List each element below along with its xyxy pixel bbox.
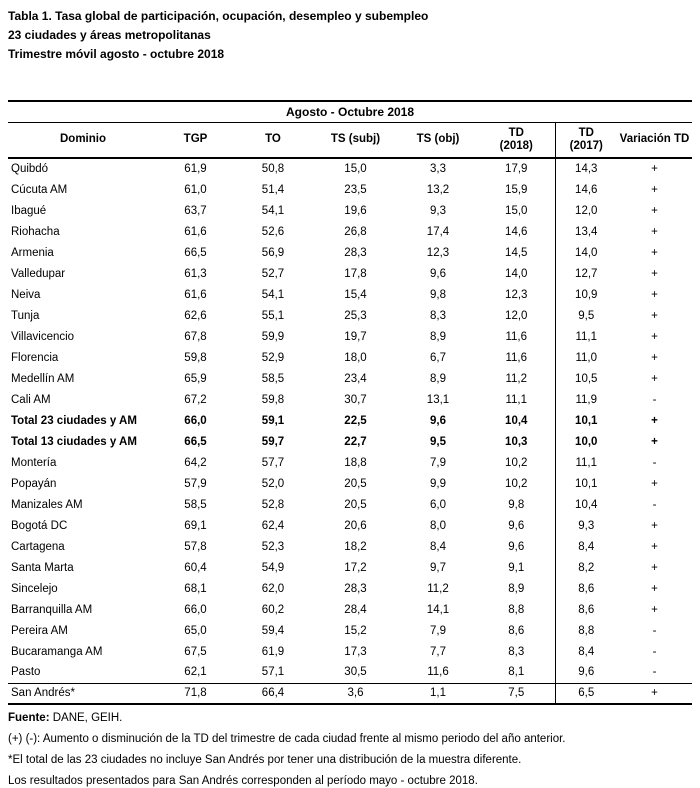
table-row (8, 389, 692, 410)
value-cell: - (652, 624, 657, 637)
value-cell: 14,6 (505, 225, 528, 238)
value-cell: 8,0 (430, 519, 446, 532)
domain-cell: Valledupar (11, 267, 66, 280)
value-cell: 62,0 (261, 582, 285, 595)
col-header-ts-subj: TS (subj) (313, 122, 398, 158)
value-cell: 61,9 (184, 163, 207, 175)
table-row (8, 368, 692, 389)
value-cell: 11,1 (505, 393, 528, 406)
value-cell: 59,9 (261, 330, 285, 343)
value-cell: 64,2 (184, 456, 207, 469)
value-cell: + (651, 519, 658, 532)
value-cell: 9,6 (430, 267, 446, 280)
value-cell: 59,8 (261, 393, 285, 406)
value-cell: 61,0 (184, 183, 207, 196)
value-cell: 12,0 (555, 200, 617, 221)
value-cell: - (652, 393, 657, 406)
value-cell: + (651, 309, 658, 322)
value-cell: 12,7 (555, 263, 617, 284)
domain-cell: Ibagué (11, 204, 47, 217)
value-cell: 20,6 (344, 519, 367, 532)
value-cell: 52,0 (261, 477, 285, 490)
value-cell: 8,1 (508, 666, 525, 679)
value-cell: + (651, 603, 658, 616)
value-cell: 65,0 (184, 624, 207, 637)
value-cell: 22,5 (344, 414, 367, 427)
value-cell: 28,3 (344, 582, 367, 595)
table-row (8, 410, 692, 431)
value-cell: 52,9 (261, 351, 285, 364)
table-row (8, 326, 692, 347)
value-cell: 20,5 (344, 498, 367, 511)
footnote-san-andres-exclusion: *El total de las 23 ciudades no incluye San Andrés por tener una distribución de la muestra diferente. (8, 754, 522, 766)
value-cell: 3,6 (313, 683, 398, 704)
table-row (8, 179, 692, 200)
value-cell: 3,3 (430, 163, 446, 175)
value-cell: 28,4 (344, 603, 367, 616)
value-cell: 9,7 (430, 561, 446, 574)
value-cell: 9,5 (430, 435, 446, 448)
table-row (8, 347, 692, 368)
value-cell: 11,0 (555, 347, 617, 368)
value-cell: 9,3 (430, 204, 446, 217)
value-cell: 15,9 (505, 183, 528, 196)
value-cell: 54,1 (261, 204, 285, 217)
value-cell: 9,1 (508, 561, 525, 574)
value-cell: 30,5 (344, 666, 367, 679)
table-title-line1: Tabla 1. Tasa global de participación, ocupación, desempleo y subempleo (8, 9, 429, 23)
value-cell: 52,8 (261, 498, 285, 511)
value-cell: 57,9 (184, 477, 207, 490)
value-cell: 8,4 (430, 540, 446, 553)
value-cell: 60,4 (184, 561, 207, 574)
value-cell: 8,9 (430, 330, 446, 343)
value-cell: 59,4 (261, 624, 285, 637)
value-cell: 20,5 (344, 477, 367, 490)
value-cell: 59,8 (184, 351, 207, 364)
value-cell: 59,7 (261, 435, 285, 448)
value-cell: 57,1 (261, 666, 285, 679)
value-cell: 19,7 (344, 330, 367, 343)
source-note (8, 711, 692, 725)
value-cell: 9,8 (430, 288, 446, 301)
value-cell: + (651, 582, 658, 595)
value-cell: + (617, 683, 692, 704)
value-cell: 67,8 (184, 330, 207, 343)
value-cell: 14,6 (555, 179, 617, 200)
domain-cell: Tunja (11, 309, 40, 322)
value-cell: 22,7 (344, 435, 367, 448)
domain-cell: San Andrés* (8, 683, 158, 704)
table-row (8, 284, 692, 305)
value-cell: 9,6 (555, 662, 617, 683)
value-cell: 52,7 (261, 267, 285, 280)
value-cell: + (651, 225, 658, 238)
table-row (8, 662, 692, 683)
value-cell: 6,7 (430, 351, 446, 364)
domain-cell: Quibdó (11, 163, 49, 175)
value-cell: 62,1 (184, 666, 207, 679)
value-cell: 12,0 (505, 309, 528, 322)
footnote-san-andres-period: Los resultados presentados para San Andrés corresponden al período mayo - octubre 2018. (8, 775, 478, 787)
column-header-row (8, 122, 692, 158)
domain-cell: Total 13 ciudades y AM (11, 435, 137, 448)
value-cell: 15,0 (344, 163, 367, 175)
domain-cell: Sincelejo (11, 582, 58, 595)
value-cell: 7,9 (430, 456, 446, 469)
value-cell: 61,9 (261, 645, 285, 658)
value-cell: 18,2 (344, 540, 367, 553)
value-cell: + (651, 246, 658, 259)
value-cell: 10,0 (555, 431, 617, 452)
value-cell: 66,5 (184, 246, 207, 259)
value-cell: 66,5 (184, 435, 207, 448)
value-cell: 19,6 (344, 204, 367, 217)
table-row (8, 221, 692, 242)
value-cell: 54,9 (261, 561, 285, 574)
table-row (8, 431, 692, 452)
value-cell: 11,9 (555, 389, 617, 410)
domain-cell: Total 23 ciudades y AM (11, 414, 137, 427)
value-cell: + (651, 267, 658, 280)
domain-cell: Manizales AM (11, 498, 83, 511)
table-title-block (0, 0, 700, 64)
col-header-td-2017: TD (2017) (555, 122, 617, 158)
value-cell: 52,3 (261, 540, 285, 553)
value-cell: 57,7 (261, 456, 285, 469)
statistics-table (8, 100, 692, 705)
value-cell: 6,0 (430, 498, 446, 511)
footnotes-block (0, 705, 700, 788)
table-row (8, 158, 692, 179)
value-cell: 10,4 (555, 494, 617, 515)
col-header-dominio: Dominio (8, 122, 158, 158)
value-cell: + (651, 330, 658, 343)
value-cell: 67,5 (184, 645, 207, 658)
value-cell: 28,3 (344, 246, 367, 259)
value-cell: 8,3 (430, 309, 446, 322)
domain-cell: Santa Marta (11, 561, 74, 574)
value-cell: 8,8 (555, 620, 617, 641)
value-cell: 11,2 (505, 372, 528, 385)
value-cell: 10,1 (555, 410, 617, 431)
value-cell: + (651, 372, 658, 385)
value-cell: 8,4 (555, 536, 617, 557)
period-header: Agosto - Octubre 2018 (8, 101, 692, 122)
value-cell: 61,6 (184, 225, 207, 238)
period-header-row (8, 101, 692, 122)
value-cell: 65,9 (184, 372, 207, 385)
source-text: DANE, GEIH. (49, 712, 123, 724)
col-header-ts-obj: TS (obj) (398, 122, 478, 158)
value-cell: + (651, 183, 658, 196)
value-cell: - (652, 645, 657, 658)
value-cell: 12,3 (505, 288, 528, 301)
value-cell: 7,5 (478, 683, 555, 704)
value-cell: 8,3 (508, 645, 525, 658)
value-cell: 9,6 (508, 519, 525, 532)
table-row (8, 494, 692, 515)
value-cell: 8,4 (555, 641, 617, 662)
value-cell: - (652, 498, 657, 511)
value-cell: 10,9 (555, 284, 617, 305)
domain-cell: Bucaramanga AM (11, 645, 103, 658)
footnote-variation: (+) (-): Aumento o disminución de la TD del trimestre de cada ciudad frente al mismo periodo del año anterior. (8, 733, 566, 745)
table-row (8, 452, 692, 473)
value-cell: + (651, 540, 658, 553)
value-cell: 8,6 (555, 599, 617, 620)
value-cell: 30,7 (344, 393, 367, 406)
value-cell: 11,1 (555, 326, 617, 347)
value-cell: 58,5 (184, 498, 207, 511)
value-cell: 10,5 (555, 368, 617, 389)
value-cell: - (652, 456, 657, 469)
value-cell: 68,1 (184, 582, 207, 595)
value-cell: 10,2 (505, 456, 528, 469)
domain-cell: Medellín AM (11, 372, 75, 385)
col-header-variacion-td: Variación TD (617, 122, 692, 158)
value-cell: 55,1 (261, 309, 285, 322)
value-cell: 14,5 (505, 246, 528, 259)
value-cell: 7,7 (430, 645, 446, 658)
value-cell: 9,6 (430, 414, 446, 427)
table-row (8, 536, 692, 557)
domain-cell: Florencia (11, 351, 59, 364)
value-cell: 18,0 (344, 351, 367, 364)
domain-cell: Pereira AM (11, 624, 68, 637)
value-cell: 9,3 (555, 515, 617, 536)
table-row (8, 242, 692, 263)
domain-cell: Barranquilla AM (11, 603, 93, 616)
value-cell: 14,0 (555, 242, 617, 263)
value-cell: 10,1 (555, 473, 617, 494)
value-cell: 1,1 (398, 683, 478, 704)
value-cell: 15,0 (505, 204, 528, 217)
table-row (8, 557, 692, 578)
value-cell: 58,5 (261, 372, 285, 385)
table-row (8, 263, 692, 284)
col-header-tgp: TGP (158, 122, 233, 158)
value-cell: 59,1 (261, 414, 285, 427)
value-cell: 56,9 (261, 246, 285, 259)
value-cell: 11,2 (427, 582, 449, 595)
table-title-line3: Trimestre móvil agosto - octubre 2018 (8, 47, 225, 61)
value-cell: + (651, 477, 658, 490)
value-cell: 8,9 (508, 582, 525, 595)
value-cell: + (651, 414, 658, 427)
value-cell: + (651, 204, 658, 217)
domain-cell: Armenia (11, 246, 54, 259)
value-cell: 54,1 (261, 288, 285, 301)
col-header-td-2018: TD (2018) (478, 122, 555, 158)
table-row (8, 578, 692, 599)
value-cell: 52,6 (261, 225, 285, 238)
value-cell: 10,4 (505, 414, 528, 427)
domain-cell: Cúcuta AM (11, 183, 68, 196)
value-cell: 10,2 (505, 477, 528, 490)
value-cell: 23,4 (344, 372, 367, 385)
value-cell: 14,3 (555, 158, 617, 179)
domain-cell: Cali AM (11, 393, 51, 406)
value-cell: + (651, 435, 658, 448)
value-cell: 10,3 (505, 435, 528, 448)
value-cell: 8,8 (508, 603, 525, 616)
table-head (8, 101, 692, 158)
value-cell: 17,4 (426, 225, 450, 238)
value-cell: 61,3 (184, 267, 207, 280)
table-row (8, 620, 692, 641)
value-cell: 11,1 (555, 452, 617, 473)
table-row (8, 473, 692, 494)
value-cell: 50,8 (261, 163, 285, 175)
value-cell: 8,6 (508, 624, 525, 637)
value-cell: + (651, 163, 658, 175)
value-cell: 9,9 (430, 477, 446, 490)
value-cell: 26,8 (344, 225, 367, 238)
value-cell: 66,4 (233, 683, 313, 704)
value-cell: 23,5 (344, 183, 367, 196)
value-cell: 9,5 (555, 305, 617, 326)
value-cell: + (651, 561, 658, 574)
value-cell: 8,9 (430, 372, 446, 385)
value-cell: 69,1 (184, 519, 207, 532)
value-cell: 9,6 (508, 540, 525, 553)
value-cell: 51,4 (261, 183, 285, 196)
value-cell: 11,6 (427, 666, 449, 679)
table-row (8, 515, 692, 536)
value-cell: 12,3 (426, 246, 450, 259)
value-cell: 66,0 (184, 603, 207, 616)
domain-cell: Riohacha (11, 225, 60, 238)
value-cell: 7,9 (430, 624, 446, 637)
domain-cell: Villavicencio (11, 330, 75, 343)
value-cell: 62,4 (261, 519, 285, 532)
domain-cell: Pasto (11, 666, 41, 679)
value-cell: 17,9 (505, 163, 528, 175)
value-cell: 11,6 (505, 330, 528, 343)
domain-cell: Neiva (11, 288, 41, 301)
value-cell: 60,2 (261, 603, 285, 616)
value-cell: 17,2 (344, 561, 367, 574)
domain-cell: Montería (11, 456, 57, 469)
value-cell: - (652, 666, 657, 679)
table-body (8, 158, 692, 704)
value-cell: 15,2 (344, 624, 367, 637)
value-cell: 63,7 (184, 204, 207, 217)
value-cell: 11,6 (505, 351, 528, 364)
value-cell: 17,8 (344, 267, 367, 280)
value-cell: 6,5 (555, 683, 617, 704)
table-row (8, 200, 692, 221)
source-label: Fuente: (8, 712, 50, 724)
table-title-line2: 23 ciudades y áreas metropolitanas (8, 28, 211, 42)
value-cell: 62,6 (184, 309, 207, 322)
value-cell: 18,8 (344, 456, 367, 469)
table-row (8, 305, 692, 326)
table-row (8, 599, 692, 620)
col-header-to: TO (233, 122, 313, 158)
domain-cell: Bogotá DC (11, 519, 68, 532)
value-cell: 61,6 (184, 288, 207, 301)
value-cell: 14,1 (426, 603, 450, 616)
value-cell: 67,2 (184, 393, 207, 406)
value-cell: 57,8 (184, 540, 207, 553)
domain-cell: Popayán (11, 477, 57, 490)
value-cell: 13,2 (426, 183, 450, 196)
value-cell: 71,8 (158, 683, 233, 704)
value-cell: 13,4 (555, 221, 617, 242)
value-cell: + (651, 351, 658, 364)
table-row (8, 683, 692, 704)
value-cell: 14,0 (505, 267, 528, 280)
value-cell: 9,8 (508, 498, 525, 511)
value-cell: 8,6 (555, 578, 617, 599)
value-cell: 15,4 (344, 288, 367, 301)
value-cell: 25,3 (344, 309, 367, 322)
table-row (8, 641, 692, 662)
value-cell: 17,3 (344, 645, 367, 658)
value-cell: 8,2 (555, 557, 617, 578)
domain-cell: Cartagena (11, 540, 65, 553)
value-cell: 13,1 (426, 393, 450, 406)
value-cell: 66,0 (184, 414, 207, 427)
value-cell: + (651, 288, 658, 301)
